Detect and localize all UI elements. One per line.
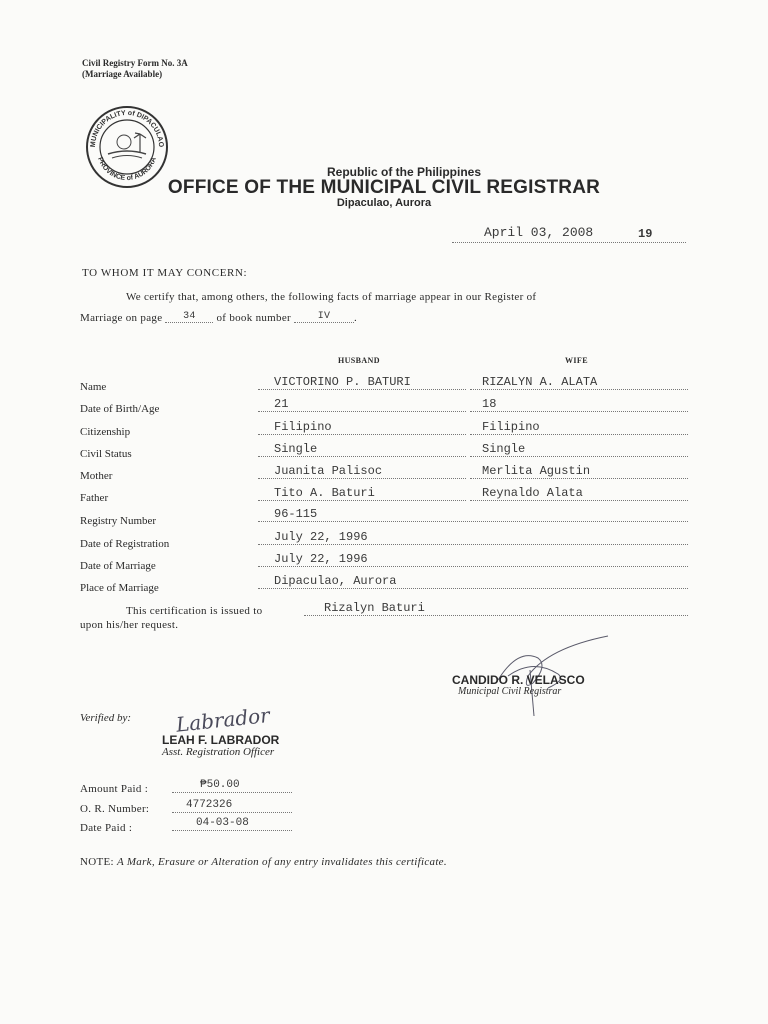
or-number-label: O. R. Number: — [80, 803, 150, 815]
wife-value: Filipino — [470, 420, 688, 435]
row-label: Date of Marriage — [80, 560, 156, 572]
seal-top-text: MUNICIPALITY of DIPACULAO — [89, 109, 165, 148]
wife-value: RIZALYN A. ALATA — [470, 375, 688, 390]
row-label: Place of Marriage — [80, 582, 159, 594]
seal-bottom-text: PROVINCE of AURORA — [96, 156, 158, 183]
row-label: Date of Registration — [80, 538, 170, 550]
husband-value: 21 — [258, 397, 466, 412]
certify-end: . — [354, 312, 358, 324]
certify-line-1: We certify that, among others, the following facts of marriage appear in our Register of — [126, 291, 537, 303]
row-label: Citizenship — [80, 426, 131, 438]
shared-value: Dipaculao, Aurora — [258, 574, 688, 589]
shared-value: July 22, 1996 — [258, 552, 688, 567]
verifier-title: Asst. Registration Officer — [162, 746, 275, 758]
book-number: IV — [294, 311, 354, 323]
salutation: TO WHOM IT MAY CONCERN: — [82, 267, 248, 279]
wife-value: Single — [470, 442, 688, 457]
husband-value: Tito A. Baturi — [258, 486, 466, 501]
husband-value: Juanita Palisoc — [258, 464, 466, 479]
note-text: A Mark, Erasure or Alteration of any entry invalidates this certificate. — [116, 856, 447, 868]
row-label: Mother — [80, 470, 113, 482]
wife-value: 18 — [470, 397, 688, 412]
issue-date: April 03, 2008 — [484, 225, 594, 240]
form-subtitle: (Marriage Available) — [82, 69, 163, 79]
issued-line-2: upon his/her request. — [80, 619, 179, 631]
office-title: OFFICE OF THE MUNICIPAL CIVIL REGISTRAR — [167, 177, 601, 198]
register-page: 34 — [165, 311, 213, 323]
verified-by-label: Verified by: — [80, 712, 132, 724]
registrar-name: CANDIDO R. VELASCO — [452, 673, 585, 687]
row-label: Registry Number — [80, 515, 157, 527]
issued-prefix: This certification is issued to — [126, 605, 263, 617]
husband-value: VICTORINO P. BATURI — [258, 375, 466, 390]
note-label: NOTE: — [80, 856, 114, 868]
wife-value: Merlita Agustin — [470, 464, 688, 479]
date-paid-value: 04-03-08 — [172, 817, 292, 831]
issued-to-name: Rizalyn Baturi — [304, 601, 688, 616]
certify-middle: of book number — [216, 312, 291, 324]
amount-paid-value: ₱50.00 — [172, 779, 292, 793]
registrar-title: Municipal Civil Registrar — [458, 686, 562, 697]
republic-heading: Republic of the Philippines — [326, 165, 481, 179]
husband-value: Filipino — [258, 420, 466, 435]
wife-value: Reynaldo Alata — [470, 486, 688, 501]
shared-value: July 22, 1996 — [258, 530, 688, 545]
wife-header: WIFE — [565, 356, 588, 365]
amount-paid-label: Amount Paid : — [80, 783, 149, 795]
row-label: Father — [80, 492, 109, 504]
office-location: Dipaculao, Aurora — [336, 197, 432, 209]
certify-prefix: Marriage on page — [80, 312, 163, 324]
husband-value: Single — [258, 442, 466, 457]
row-label: Date of Birth/Age — [80, 403, 160, 415]
row-label: Name — [80, 381, 107, 393]
date-line — [452, 227, 686, 243]
or-number-value: 4772326 — [172, 799, 292, 813]
husband-header: HUSBAND — [338, 356, 380, 365]
verifier-signature-text: Labrador — [174, 703, 271, 737]
verifier-name: LEAH F. LABRADOR — [162, 733, 280, 747]
certify-line-2 — [80, 311, 357, 324]
date-paid-label: Date Paid : — [80, 822, 133, 834]
year-suffix: 19 — [638, 227, 653, 241]
row-label: Civil Status — [80, 448, 132, 460]
form-number: Civil Registry Form No. 3A — [82, 58, 188, 68]
shared-value: 96-115 — [258, 507, 688, 522]
note — [80, 856, 447, 868]
